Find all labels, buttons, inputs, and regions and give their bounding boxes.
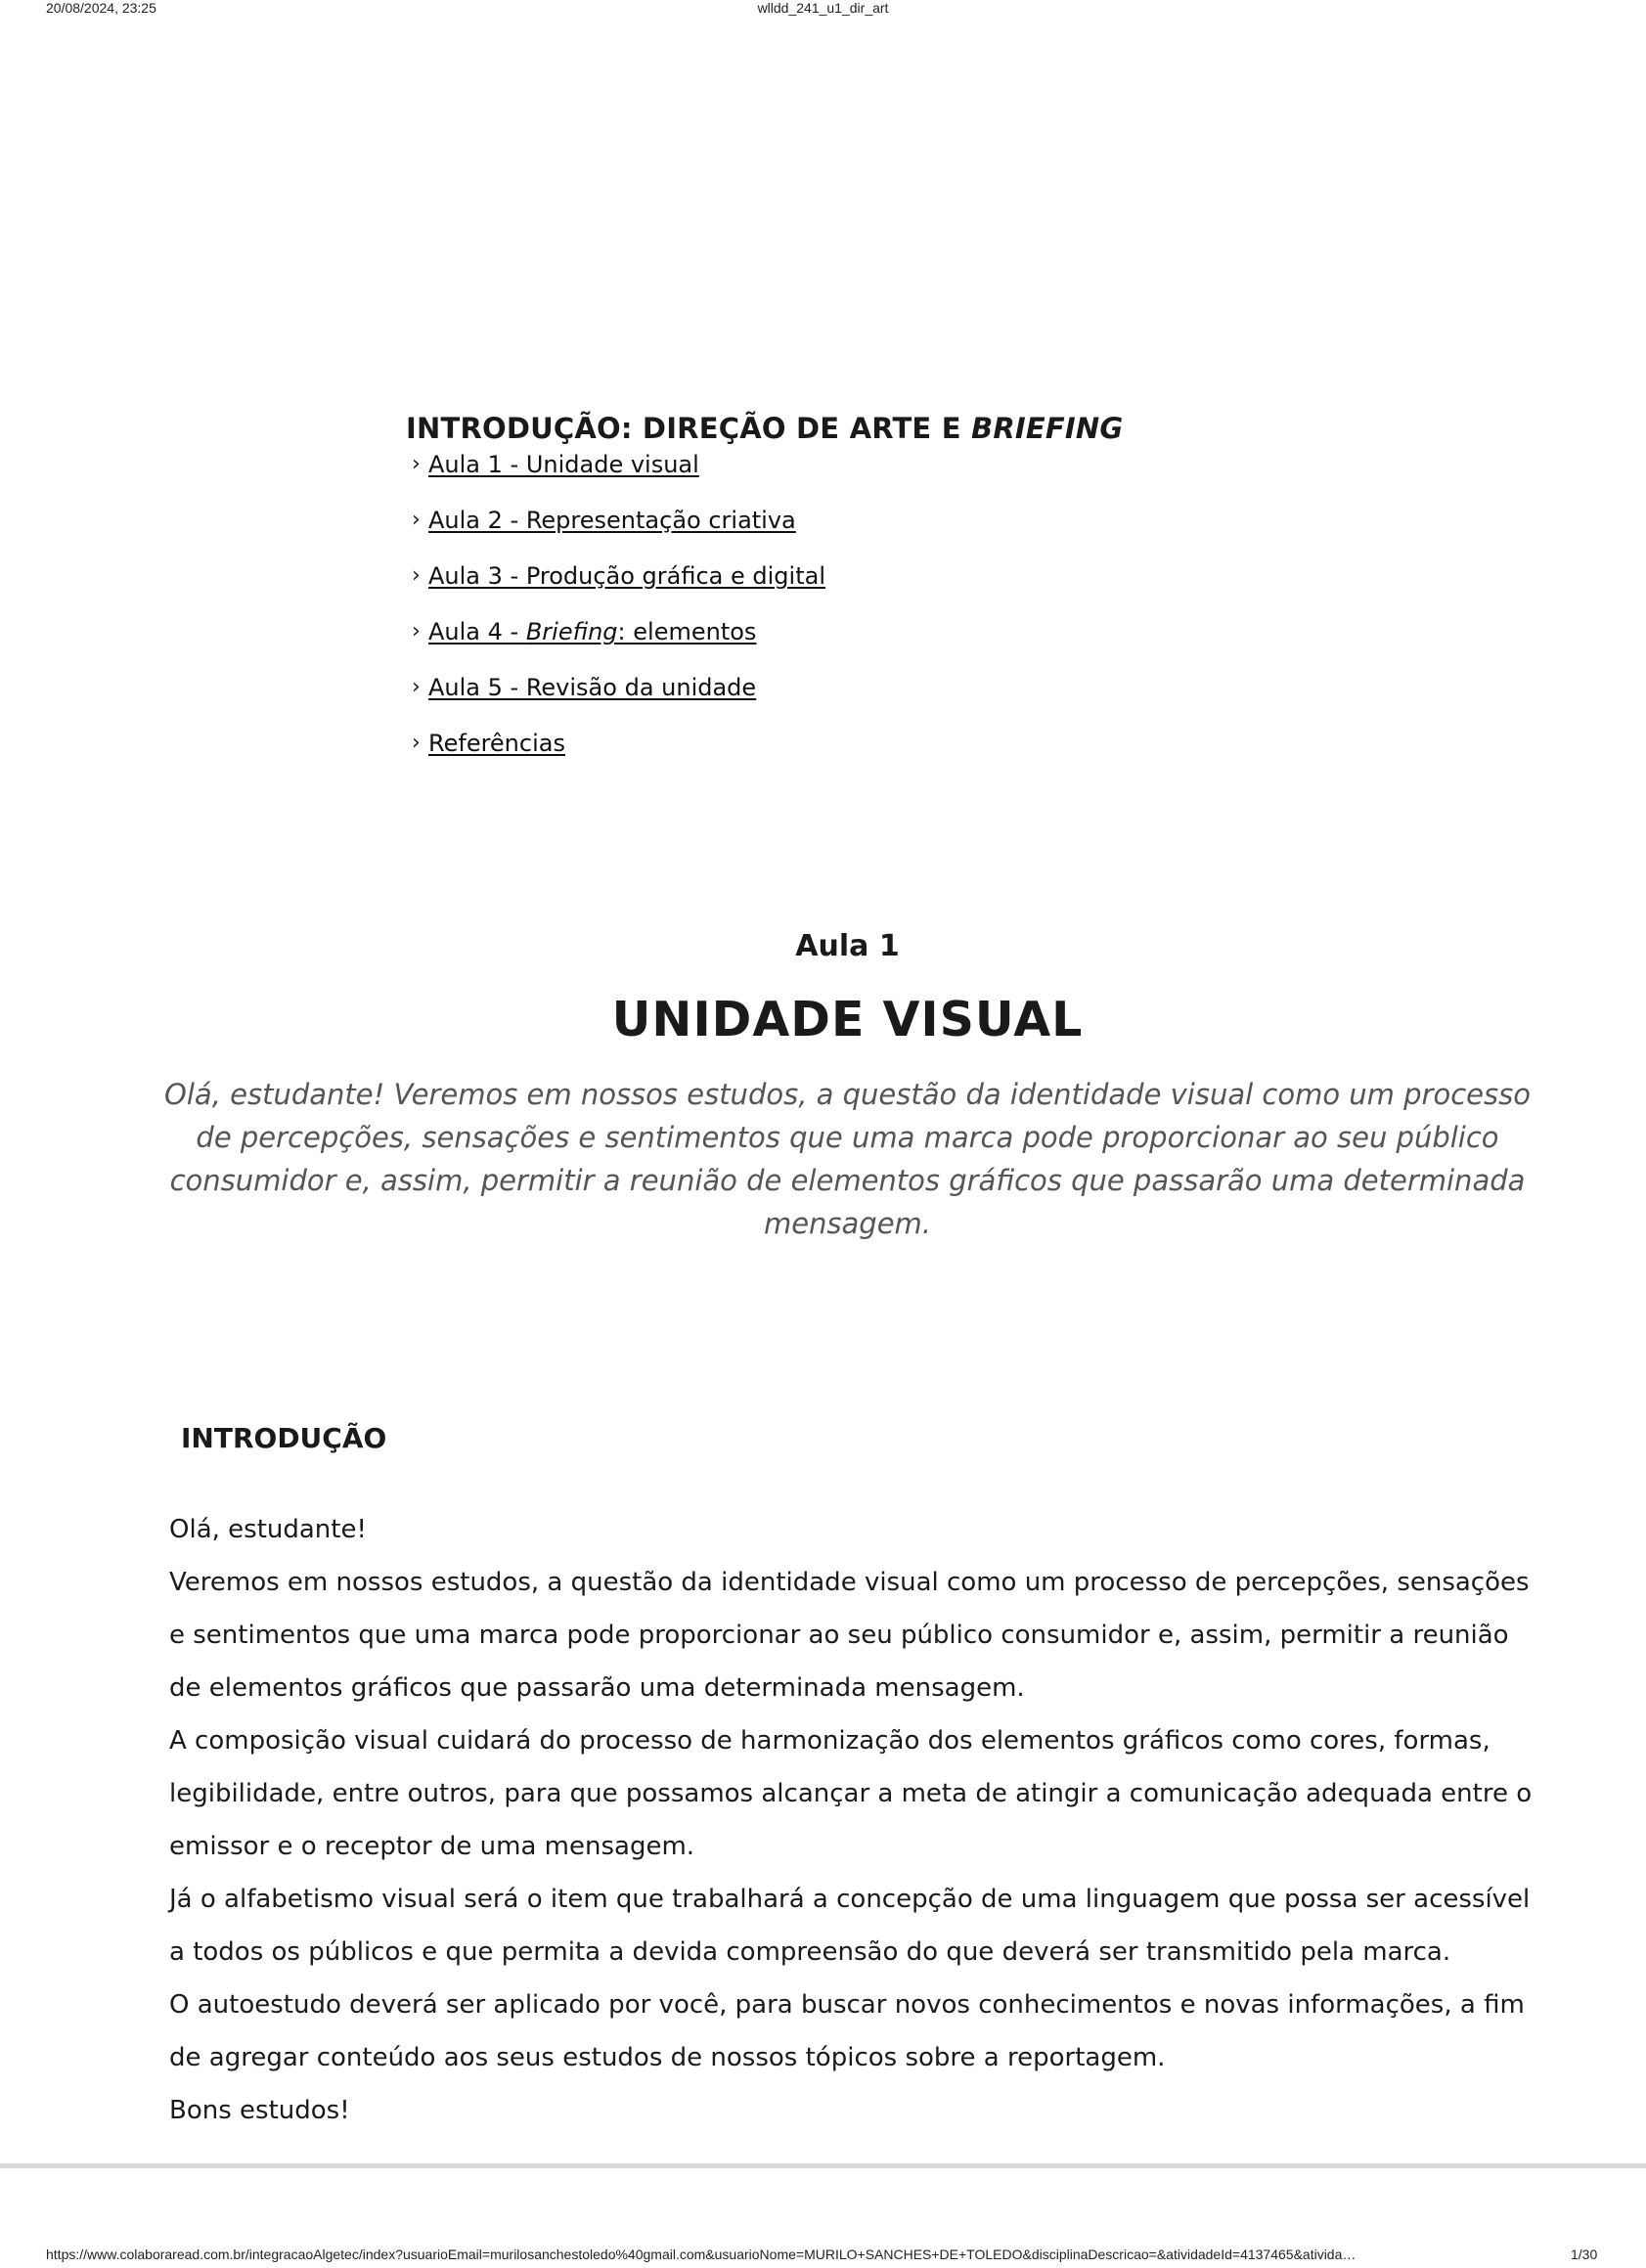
- lesson-label: Aula 1: [795, 929, 900, 963]
- toc-item-referencias: [406, 727, 1188, 782]
- print-url: https://www.colaboraread.com.br/integracaoAlgetec/index?usuarioEmail=murilosanchestoledo%40gmail.com&usuarioNome=MURILO+SANCHES+DE+TOLEDO&disciplinaDescricao=&atividadeId=4137465&ativida…: [46, 2246, 1357, 2262]
- introduction-paragraph: Veremos em nossos estudos, a questão da identidade visual como um processo de percepções, sensações e sentimentos que uma marca pode proporcionar ao seu público consumidor e, assim, permitir a reunião de elementos gráficos que passarão uma determinada mensagem.: [169, 1568, 1530, 1703]
- introduction-heading: INTRODUÇÃO: [181, 1422, 387, 1454]
- chevron-right-icon: ›: [412, 452, 421, 476]
- chevron-right-icon: ›: [412, 619, 421, 644]
- lesson-title: UNIDADE VISUAL: [611, 992, 1084, 1047]
- toc-item-aula-4: [406, 615, 1188, 671]
- chevron-right-icon: ›: [412, 675, 421, 699]
- print-doc-title: wlldd_241_u1_dir_art: [757, 0, 889, 16]
- introduction-paragraph: Olá, estudante!: [169, 1515, 367, 1544]
- toc-item-aula-3: [406, 559, 1188, 615]
- toc-title-emphasis: BRIEFING: [971, 412, 1124, 445]
- toc-link-aula-4-prefix: Aula 4 -: [428, 618, 526, 645]
- print-datetime: 20/08/2024, 23:25: [46, 0, 156, 16]
- toc-link-aula-3[interactable]: Aula 3 - Produção gráfica e digital: [428, 562, 825, 590]
- page-divider: [0, 2163, 1646, 2168]
- table-of-contents: [406, 409, 1188, 782]
- toc-title: [406, 409, 1188, 448]
- print-header: [0, 0, 1646, 20]
- introduction-body: [169, 1503, 1538, 2137]
- lesson-lead: Olá, estudante! Veremos em nossos estudos, a questão da identidade visual como um processo de percepções, sensações e sentimentos que uma marca pode proporcionar ao seu público consumidor e, assim, permitir a reunião de elementos gráficos que passarão uma determinada mensagem.: [164, 1078, 1531, 1240]
- toc-link-aula-5[interactable]: Aula 5 - Revisão da unidade: [428, 674, 757, 701]
- chevron-right-icon: ›: [412, 563, 421, 588]
- toc-link-aula-4-emphasis: Briefing: [525, 618, 618, 645]
- introduction-paragraph: Já o alfabetismo visual será o item que trabalhará a concepção de uma linguagem que possa ser acessível a todos os públicos e que permita a devida compreensão do que deverá ser transmitido pela marca.: [169, 1885, 1531, 1967]
- toc-item-aula-5: [406, 671, 1188, 727]
- toc-link-referencias[interactable]: Referências: [428, 730, 565, 757]
- print-page-number: 1/30: [1571, 2246, 1598, 2262]
- toc-link-aula-4[interactable]: [428, 615, 756, 648]
- toc-link-aula-1[interactable]: Aula 1 - Unidade visual: [428, 451, 699, 478]
- introduction-paragraph: Bons estudos!: [169, 2096, 350, 2125]
- toc-link-aula-2[interactable]: Aula 2 - Representação criativa: [428, 507, 796, 534]
- introduction-paragraph: O autoestudo deverá ser aplicado por você, para buscar novos conhecimentos e novas informações, a fim de agregar conteúdo aos seus estudos de nossos tópicos sobre a reportagem.: [169, 1990, 1525, 2072]
- chevron-right-icon: ›: [412, 731, 421, 755]
- toc-link-aula-4-suffix: : elementos: [617, 618, 757, 645]
- introduction-paragraph: A composição visual cuidará do processo de harmonização dos elementos gráficos como cores, formas, legibilidade, entre outros, para que possamos alcançar a meta de atingir a comunicação adequada entre o emissor e o receptor de uma mensagem.: [169, 1726, 1533, 1861]
- chevron-right-icon: ›: [412, 508, 421, 532]
- toc-item-aula-2: [406, 504, 1188, 559]
- toc-title-prefix: INTRODUÇÃO: DIREÇÃO DE ARTE E: [406, 412, 972, 445]
- print-footer: [0, 2246, 1646, 2268]
- toc-item-aula-1: [406, 448, 1188, 504]
- toc-list: [406, 448, 1188, 782]
